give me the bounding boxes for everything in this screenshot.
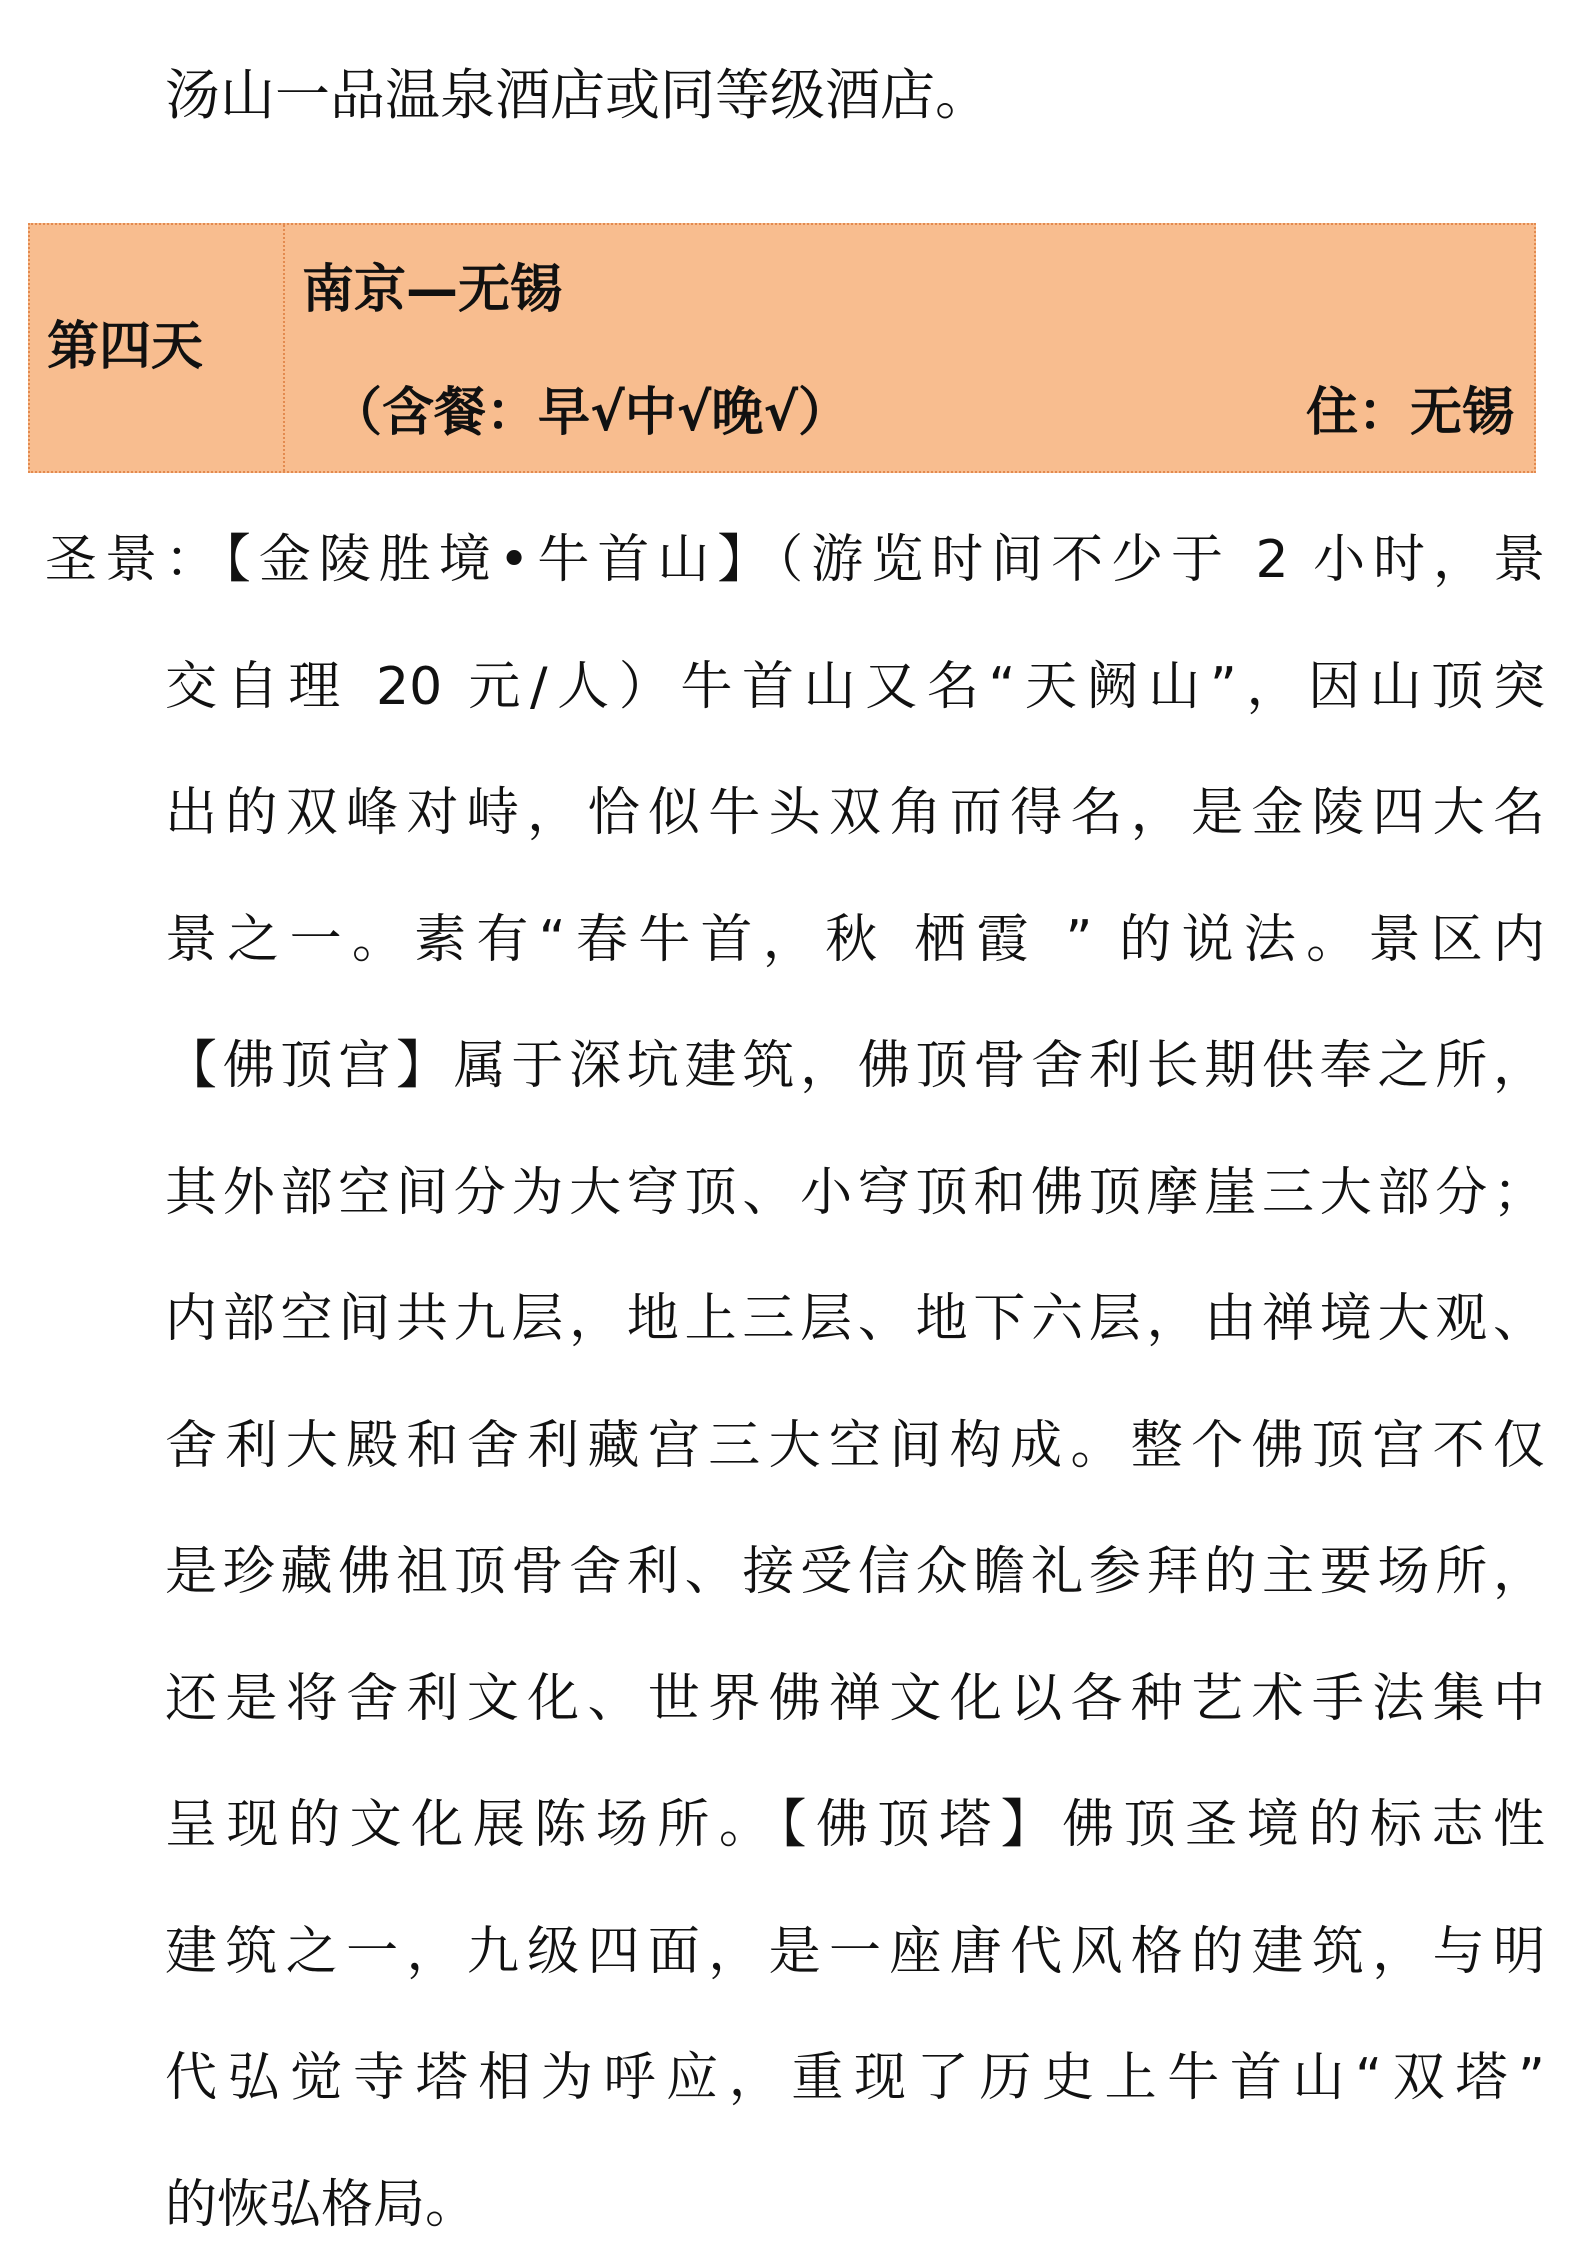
day-route: 南京—无锡 <box>302 255 562 325</box>
hotel-line: 汤山一品温泉酒店或同等级酒店。 <box>165 50 990 140</box>
paragraph-line: 内部空间共九层，地上三层、地下六层，由禅境大观、 <box>165 1256 1545 1383</box>
day-stay: 住：无锡 <box>1306 378 1514 448</box>
paragraph-line: 的恢弘格局。 <box>165 2142 1545 2268</box>
day-header <box>28 223 1536 473</box>
paragraph-line: 出的双峰对峙，恰似牛头双角而得名，是金陵四大名 <box>165 750 1545 877</box>
day-label: 第四天 <box>47 312 203 382</box>
paragraph-line: 代弘觉寺塔相为呼应，重现了历史上牛首山“双塔” <box>165 2015 1545 2142</box>
paragraph-line: 景之一。素有“春牛首，秋 栖霞 ” 的说法。景区内 <box>165 877 1545 1004</box>
paragraph-line: 呈现的文化展陈场所。【佛顶塔】佛顶圣境的标志性 <box>165 1762 1545 1889</box>
paragraph-line: 【佛顶宫】属于深坑建筑，佛顶骨舍利长期供奉之所， <box>165 1003 1545 1130</box>
paragraph-line: 还是将舍利文化、世界佛禅文化以各种艺术手法集中 <box>165 1636 1545 1763</box>
paragraph-line: 其外部空间分为大穹顶、小穹顶和佛顶摩崖三大部分； <box>165 1130 1545 1257</box>
attraction-description <box>45 497 1545 2268</box>
paragraph-line: 交自理 20 元/人）牛首山又名“天阙山”，因山顶突 <box>165 624 1545 751</box>
paragraph-line: 是珍藏佛祖顶骨舍利、接受信众瞻礼参拜的主要场所， <box>165 1509 1545 1636</box>
paragraph-line: 建筑之一，九级四面，是一座唐代风格的建筑，与明 <box>165 1889 1545 2016</box>
paragraph-line: 舍利大殿和舍利藏宫三大空间构成。整个佛顶宫不仅 <box>165 1383 1545 1510</box>
paragraph-line: 圣景：【金陵胜境•牛首山】（游览时间不少于 2 小时，景 <box>45 497 1545 624</box>
day-meals: （含餐：早√中√晚√） <box>330 378 850 448</box>
day-header-divider <box>283 225 285 471</box>
